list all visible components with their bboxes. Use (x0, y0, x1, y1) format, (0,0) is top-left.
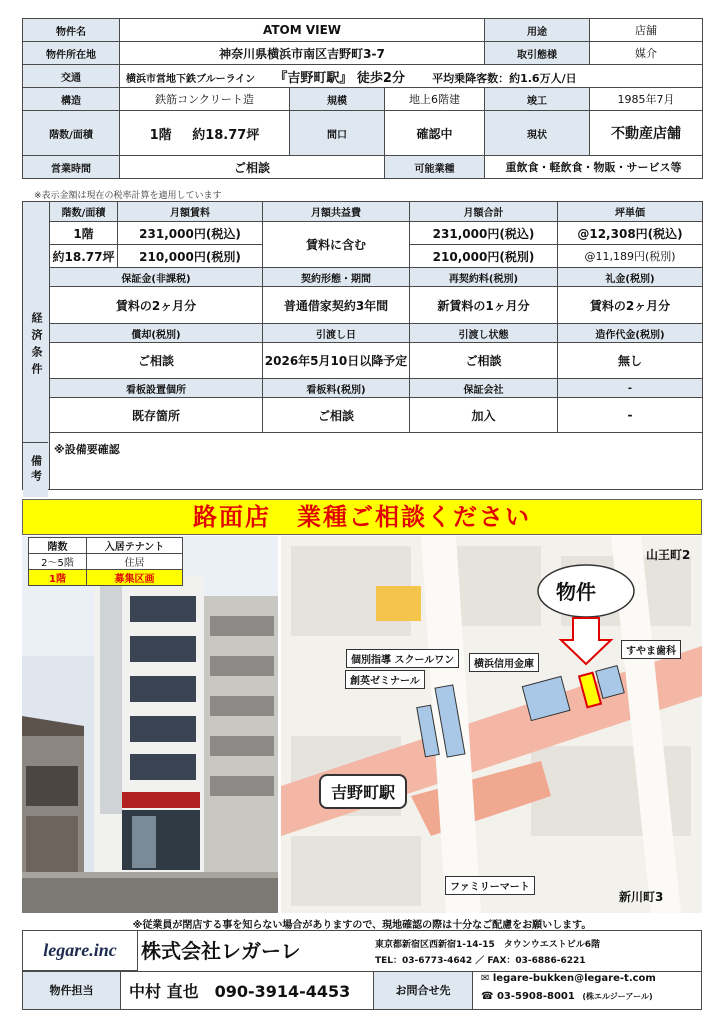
footer-note: ※従業員が閉店する事を知らない場合がありますので、現地確認の際は十分なご配慮をお願いします。 (132, 920, 592, 931)
structure-value: 鉄筋コンクリート造 (120, 88, 290, 111)
key-money-value: 賃料の2ヶ月分 (558, 287, 703, 324)
cond-h-tsubo: 坪単価 (558, 202, 703, 222)
logo-box (23, 931, 138, 971)
building-photo (22, 536, 278, 913)
status-label: 現状 (485, 111, 590, 156)
tenant-row-floor: 1階 (29, 570, 87, 586)
cond-area: 約18.77坪 (50, 245, 118, 268)
contact-phone-text: 03-5908-8001 (496, 991, 575, 1002)
tax-note: ※表示金額は現在の税率計算を適用しています (34, 191, 222, 201)
cond-h-renewal: 再契約料(税別) (410, 268, 558, 287)
structure-label: 構造 (23, 88, 120, 111)
property-info-table (22, 18, 703, 179)
property-name-label: 物件名 (23, 19, 120, 42)
address-value: 神奈川県横浜市南区吉野町3-7 (120, 42, 485, 65)
tenant-row-tenant: 募集区画 (87, 570, 183, 586)
map-image (281, 536, 702, 913)
rent-incl: 231,000円(税込) (118, 222, 263, 245)
use-label: 用途 (485, 19, 590, 42)
cond-h-fixture: 造作代金(税別) (558, 324, 703, 343)
total-excl: 210,000円(税別) (410, 245, 558, 268)
area-map (281, 536, 702, 913)
company-name: 株式会社レガーレ (141, 939, 301, 963)
tenant-h-tenant: 入居テナント (87, 538, 183, 554)
remarks-text: ※設備要確認 (50, 433, 703, 490)
cond-h-handover-state: 引渡し状態 (410, 324, 558, 343)
map-area1-label: 山王町2 (646, 548, 691, 562)
contact-phone[interactable] (481, 991, 653, 1002)
transport-passengers: 平均乗降客数：約1.6万人/日 (432, 71, 577, 85)
sign-loc-value: 既存箇所 (50, 398, 263, 433)
built-label: 竣工 (485, 88, 590, 111)
map-station-label: 吉野町駅 (319, 774, 407, 809)
business-label: 可能業種 (385, 156, 485, 179)
handover-state-value: ご相談 (410, 343, 558, 379)
remarks-label-cell (23, 442, 48, 497)
sign-fee-value: ご相談 (263, 398, 410, 433)
cond-h-key: 礼金(税別) (558, 268, 703, 287)
contract-value: 普通借家契約3年間 (263, 287, 410, 324)
company-address: 東京都新宿区西新宿1-14-15 タウンウエストビル6階 (375, 940, 601, 950)
floor-area-value (120, 111, 290, 156)
map-conv-label: ファミリーマート (445, 876, 535, 895)
cond-h-sign-fee: 看板料(税別) (263, 379, 410, 398)
blank-value: - (558, 398, 703, 433)
conditions-side-text: 経済条件 (30, 311, 43, 380)
tenant-h-floor: 階数 (29, 538, 87, 554)
hours-value: ご相談 (120, 156, 385, 179)
transport-value (120, 65, 703, 88)
phone-icon: ☎ (481, 991, 497, 1002)
tsubo-incl: @12,308円(税込) (558, 222, 703, 245)
transport-station: 『吉野町駅』 徒歩2分 (274, 70, 405, 86)
built-value: 1985年7月 (590, 88, 703, 111)
conditions-table (22, 201, 703, 490)
cond-h-deposit: 保証金(非課税) (50, 268, 263, 287)
cond-h-handover: 引渡し日 (263, 324, 410, 343)
deposit-value: 賃料の2ヶ月分 (50, 287, 263, 324)
map-area2-label: 新川町3 (619, 890, 664, 904)
company-logo: legare.inc (43, 940, 117, 960)
deal-value: 媒介 (590, 42, 703, 65)
use-value: 店舗 (590, 19, 703, 42)
tenant-table (28, 537, 183, 586)
tsubo-excl: @11,189円(税別) (558, 245, 703, 268)
business-value: 重飲食・軽飲食・物販・サービス等 (485, 156, 703, 179)
handover-value: 2026年5月10日以降予定 (263, 343, 410, 379)
rent-excl: 210,000円(税別) (118, 245, 263, 268)
map-cram2-label: 創英ゼミナール (345, 670, 425, 689)
cond-h-common: 月額共益費 (263, 202, 410, 222)
total-incl: 231,000円(税込) (410, 222, 558, 245)
property-name: ATOM VIEW (120, 19, 485, 42)
floor-area-label: 階数/面積 (23, 111, 120, 156)
layout-label: 間口 (290, 111, 385, 156)
deal-label: 取引態様 (485, 42, 590, 65)
transport-label: 交通 (23, 65, 120, 88)
cond-h-guarantor: 保証会社 (410, 379, 558, 398)
promo-banner: 路面店 業種ご相談ください (22, 499, 702, 535)
cond-h-floor: 階数/面積 (50, 202, 118, 222)
map-property-label: 物件 (556, 580, 596, 604)
scale-label: 規模 (290, 88, 385, 111)
cond-floor: 1階 (50, 222, 118, 245)
company-tel-fax: TEL：03-6773-4642 ／ FAX：03-6886-6221 (375, 956, 586, 966)
staff-value: 中村 直也 090-3914-4453 (129, 982, 351, 1001)
contact-email[interactable] (481, 973, 656, 984)
transport-line: 横浜市営地下鉄ブルーライン (126, 73, 256, 85)
contact-email-text: legare-bukken@legare-t.com (492, 973, 656, 984)
cond-h-rent: 月額賃料 (118, 202, 263, 222)
cond-h-amort: 償却(税別) (50, 324, 263, 343)
address-label: 物件所在地 (23, 42, 120, 65)
mail-icon: ✉ (481, 973, 493, 984)
area-value: 約18.77坪 (192, 127, 260, 143)
cond-h-contract: 契約形態・期間 (263, 268, 410, 287)
cond-h-blank: - (558, 379, 703, 398)
contact-label: お問合せ先 (373, 972, 473, 1009)
guarantor-value: 加入 (410, 398, 558, 433)
amort-value: ご相談 (50, 343, 263, 379)
cond-h-sign-loc: 看板設置個所 (50, 379, 263, 398)
contact-phone-note: (株エルジーアール) (582, 992, 653, 1001)
renewal-value: 新賃料の1ヶ月分 (410, 287, 558, 324)
company-footer (22, 930, 702, 1010)
tenant-row-floor: 2～5階 (29, 554, 87, 570)
status-value: 不動産店舗 (590, 111, 703, 156)
remarks-label: 備考 (29, 455, 43, 485)
cond-h-total: 月額合計 (410, 202, 558, 222)
map-bank-label: 横浜信用金庫 (469, 653, 539, 672)
floor-value: 1階 (149, 127, 172, 143)
common-value: 賃料に含む (263, 222, 410, 268)
layout-value: 確認中 (385, 111, 485, 156)
hours-label: 営業時間 (23, 156, 120, 179)
map-dental-label: すやま歯科 (621, 640, 681, 659)
building-photo-image (22, 536, 278, 913)
staff-label: 物件担当 (23, 972, 121, 1009)
map-cram1-label: 個別指導 スクールワン (346, 649, 459, 668)
tenant-row-tenant: 住居 (87, 554, 183, 570)
scale-value: 地上6階建 (385, 88, 485, 111)
fixture-value: 無し (558, 343, 703, 379)
